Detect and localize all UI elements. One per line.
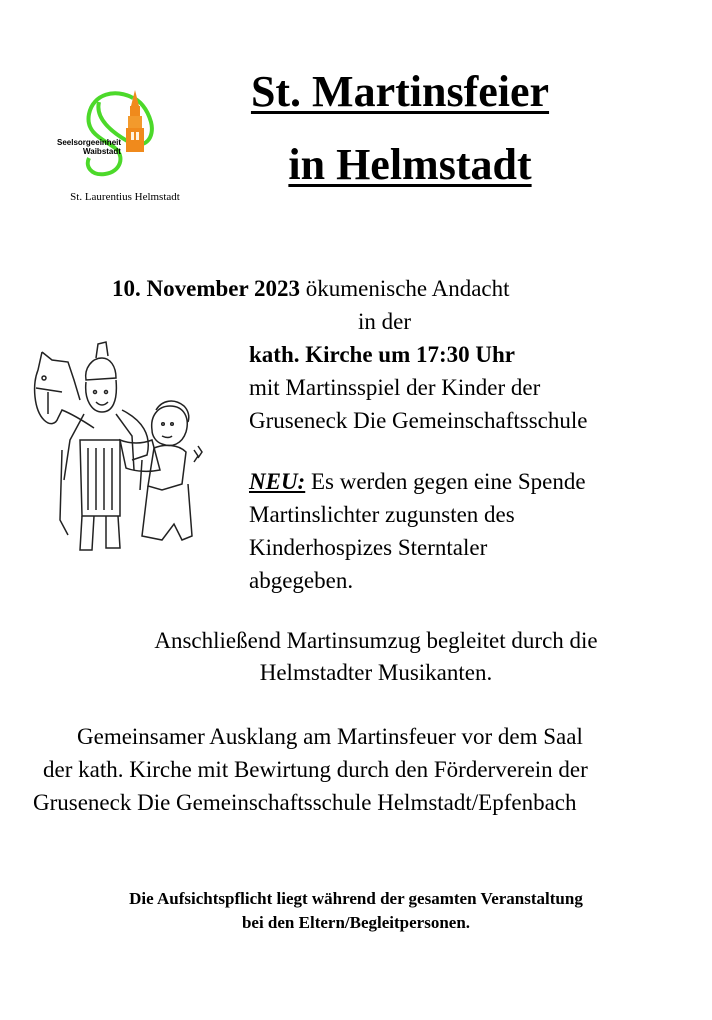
logo-text-line1: Seelsorgeeinheit	[57, 138, 122, 147]
news-line1	[249, 465, 586, 498]
st-martin-illustration	[22, 340, 207, 555]
logo-text-line2: Waibstadt	[83, 147, 121, 156]
procession-line1: Anschließend Martinsumzug begleitet durch die	[154, 628, 598, 653]
parish-logo	[55, 88, 165, 178]
logo-caption: St. Laurentius Helmstadt	[70, 191, 180, 203]
news-line3: Kinderhospizes Sterntaler	[249, 535, 488, 560]
news-line2: Martinslichter zugunsten des	[249, 502, 515, 527]
supervision-notice-line2: bei den Eltern/Begleitpersonen.	[241, 913, 471, 932]
closing-line2: der kath. Kirche mit Bewirtung durch den Förderverein der	[43, 757, 588, 782]
event-date: 10. November 2023	[112, 276, 301, 301]
news-label: NEU:	[249, 469, 306, 494]
supervision-notice	[20, 887, 692, 935]
procession-line2: Helmstadter Musikanten.	[259, 660, 493, 685]
page-title-line1: St. Martinsfeier	[250, 67, 550, 116]
news-line4: abgegeben.	[249, 568, 354, 593]
event-type: ökumenische Andacht	[300, 276, 510, 301]
parish-logo-icon	[55, 88, 165, 178]
event-location-time: kath. Kirche um 17:30 Uhr	[249, 342, 515, 367]
event-play-line2: Gruseneck Die Gemeinschaftsschule	[249, 408, 588, 433]
news-text: Es werden gegen eine Spende	[305, 469, 586, 494]
event-play-line1: mit Martinsspiel der Kinder der	[249, 375, 541, 400]
closing-line1: Gemeinsamer Ausklang am Martinsfeuer vor dem Saal	[77, 724, 583, 749]
st-martin-sharing-cloak-icon	[22, 340, 207, 555]
event-date-line	[112, 272, 510, 305]
event-in-der: in der	[358, 309, 412, 334]
page-title-line2: in Helmstadt	[288, 140, 532, 189]
closing-line3: Gruseneck Die Gemeinschaftsschule Helmstadt/Epfenbach	[33, 790, 577, 815]
supervision-notice-line1: Die Aufsichtspflicht liegt während der gesamten Veranstaltung	[129, 889, 583, 908]
